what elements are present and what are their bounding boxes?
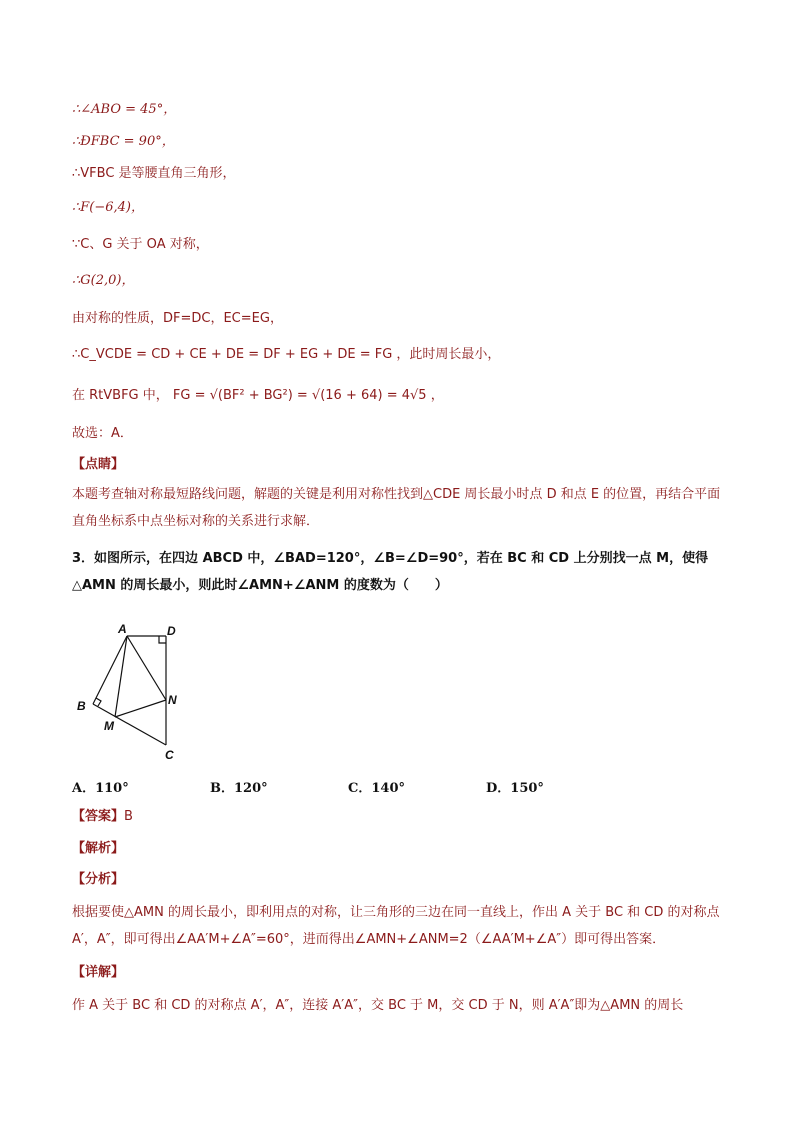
solution-line-3: ∴VFBC 是等腰直角三角形， (72, 166, 236, 181)
label-A: A (118, 622, 127, 636)
fenxi-text: 根据要使△AMN 的周长最小，即利用点的对称，让三角形的三边在同一直线上，作出 A 关于 BC 和 CD 的对称点 A′，A″，即可得出∠AA′M+∠A″=60°，进而得出∠AMN+∠ANM=2（∠AA′M+∠A″）即可得出答案． (72, 905, 720, 947)
answer-line (72, 808, 133, 826)
solution-line-8: ∴C_VCDE = CD + CE + DE = DF + EG + DE = FG ，此时周长最小， (72, 347, 501, 362)
answer-value: B (124, 809, 133, 824)
solution-line-2: ∴ÐFBC = 90°， (72, 134, 175, 149)
comment-text: 本题考查轴对称最短路线问题，解题的关键是利用对称性找到△CDE 周长最小时点 D 和点 E 的位置，再结合平面直角坐标系中点坐标对称的关系进行求解． (72, 487, 721, 529)
solution-line-1: ∴∠ABO = 45°， (72, 102, 177, 117)
question-text: 3．如图所示，在四边 ABCD 中，∠BAD=120°，∠B=∠D=90°，若在 BC 和 CD 上分别找一点 M，使得△AMN 的周长最小，则此时∠AMN+∠ANM 的度数为（ ） (72, 551, 709, 593)
analysis-header: 【解析】 (72, 841, 125, 856)
solution-line-7: 由对称的性质，DF=DC，EC=EG， (72, 311, 283, 326)
label-N: N (168, 693, 177, 707)
option-c: C．140° (348, 781, 405, 796)
solution-line-6: ∴G(2,0)， (72, 273, 135, 288)
option-b: B．120° (210, 781, 268, 796)
solution-line-5: ∵C、G 关于 OA 对称， (72, 237, 209, 252)
detail-text: 作 A 关于 BC 和 CD 的对称点 A′，A″，连接 A′A″，交 BC 于 M，交 CD 于 N，则 A′A″即为△AMN 的周长 (72, 998, 684, 1013)
label-D: D (167, 624, 176, 638)
label-M: M (104, 719, 114, 733)
comment-header: 【点睛】 (72, 457, 125, 472)
solution-line-4: ∴F(−6,4)， (72, 200, 145, 215)
option-a: A．110° (72, 781, 129, 796)
solution-line-9: 在 RtVBFG 中， FG = √(BF² + BG²) = √(16 + 64) = 4√5 ， (72, 388, 444, 403)
option-d: D．150° (486, 781, 544, 796)
quadrilateral-figure (70, 618, 190, 768)
fenxi-header: 【分析】 (72, 872, 125, 887)
label-C: C (165, 748, 174, 762)
answer-label: 【答案】 (72, 809, 125, 824)
solution-line-10: 故选：A． (72, 426, 133, 441)
label-B: B (77, 699, 86, 713)
detail-header: 【详解】 (72, 965, 125, 980)
